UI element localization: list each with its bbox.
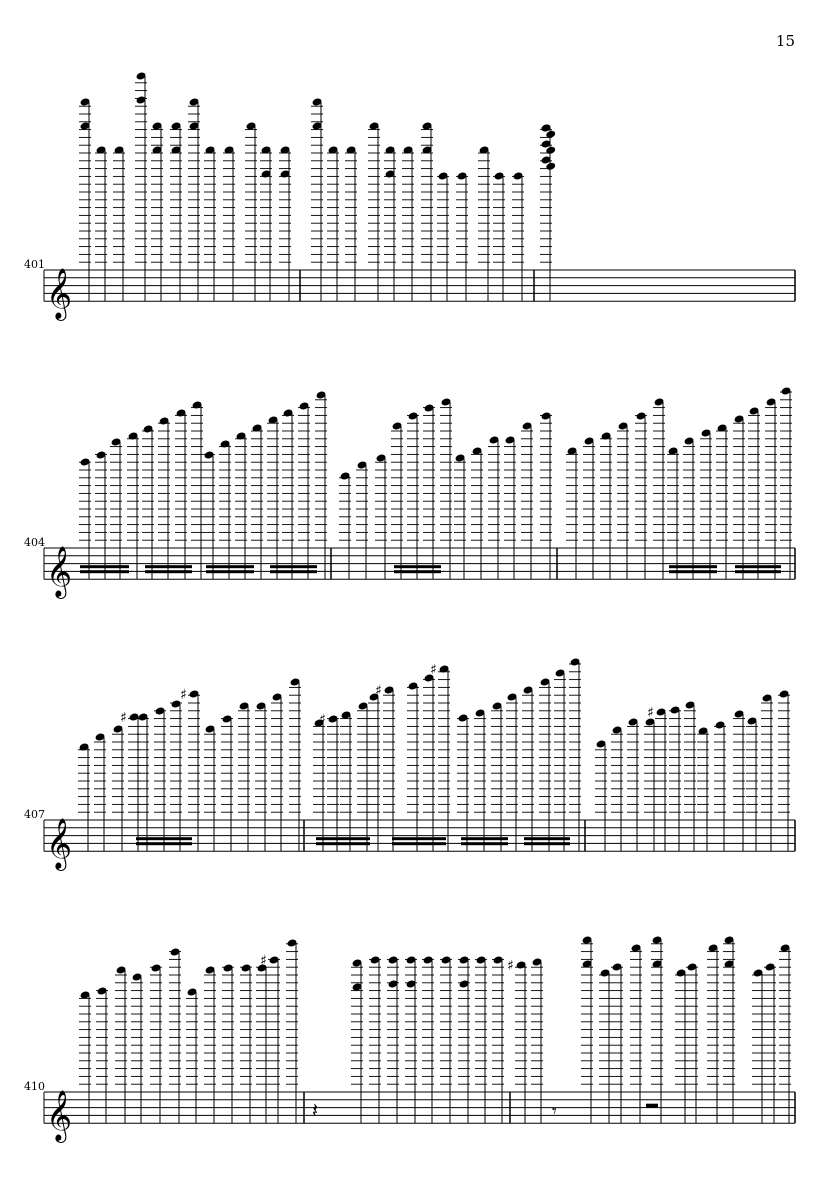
note — [421, 121, 433, 301]
note — [127, 431, 139, 579]
note — [748, 406, 760, 579]
note — [79, 97, 91, 301]
note — [531, 957, 543, 1123]
sharp-icon: ♯ — [180, 687, 187, 703]
note — [471, 446, 483, 579]
note — [600, 431, 612, 579]
note — [238, 701, 250, 851]
beam — [524, 842, 570, 845]
note — [627, 717, 639, 851]
note — [700, 428, 712, 579]
note — [340, 710, 352, 851]
note — [356, 460, 368, 579]
note — [286, 938, 298, 1123]
beam — [461, 842, 508, 845]
note — [186, 987, 198, 1123]
note — [260, 953, 280, 1123]
beam — [392, 837, 446, 840]
note — [191, 400, 203, 579]
note — [440, 955, 452, 1123]
note — [512, 171, 524, 301]
note — [540, 123, 556, 301]
note — [313, 718, 325, 851]
beam — [735, 570, 781, 573]
note — [137, 712, 149, 851]
note — [204, 724, 216, 851]
score-systems — [24, 71, 795, 1143]
sharp-icon: ♯ — [260, 953, 267, 969]
note — [188, 97, 200, 301]
note — [746, 716, 758, 851]
note — [267, 415, 279, 579]
note — [423, 673, 435, 851]
note — [540, 411, 552, 579]
note — [203, 450, 215, 579]
beam — [392, 842, 446, 845]
note — [240, 963, 252, 1123]
staff-system — [24, 935, 795, 1143]
note — [79, 457, 91, 579]
note — [170, 121, 182, 301]
note — [219, 439, 231, 579]
measure-number: 401 — [24, 258, 45, 271]
beam — [461, 837, 508, 840]
note — [779, 943, 791, 1123]
note — [151, 121, 163, 301]
beam — [394, 570, 441, 573]
beam — [145, 570, 192, 573]
treble-clef-icon: 𝄞 — [46, 818, 73, 870]
note — [221, 714, 233, 851]
note — [686, 962, 698, 1123]
note — [150, 963, 162, 1123]
note — [170, 699, 182, 851]
note — [282, 408, 294, 579]
note — [357, 701, 369, 851]
note — [595, 739, 607, 851]
beam — [80, 565, 129, 568]
note — [474, 708, 486, 851]
beam — [145, 565, 192, 568]
staff-system — [24, 386, 795, 599]
note — [697, 726, 709, 851]
note — [684, 700, 696, 851]
note — [653, 397, 665, 579]
note — [79, 990, 91, 1123]
treble-clef-icon: 𝄞 — [46, 268, 73, 320]
note — [581, 935, 593, 1123]
note — [255, 701, 267, 851]
note — [169, 947, 181, 1123]
beam — [316, 837, 370, 840]
note — [175, 408, 187, 579]
treble-clef-icon: 𝄞 — [46, 1090, 73, 1142]
beam — [394, 565, 441, 568]
note — [158, 416, 170, 579]
note — [475, 955, 487, 1123]
note — [131, 972, 143, 1123]
beam — [735, 565, 781, 568]
beam — [136, 837, 192, 840]
note — [351, 958, 363, 1123]
note — [96, 986, 108, 1123]
staff-system — [24, 71, 795, 321]
note — [566, 446, 578, 579]
note — [154, 706, 166, 851]
note — [683, 436, 695, 579]
note — [311, 97, 323, 301]
note — [423, 403, 435, 579]
sharp-icon: ♯ — [319, 712, 326, 728]
note — [245, 121, 257, 301]
note — [135, 71, 147, 301]
note — [375, 453, 387, 579]
beam — [270, 570, 317, 573]
beam — [80, 570, 129, 573]
whole-rest-icon — [646, 1104, 658, 1108]
note — [611, 962, 623, 1123]
note — [298, 401, 310, 579]
note — [765, 397, 777, 579]
note — [407, 681, 419, 851]
sharp-icon: ♯ — [120, 710, 127, 726]
note — [488, 435, 500, 579]
treble-clef-icon: 𝄞 — [46, 546, 73, 598]
note — [387, 955, 399, 1123]
note — [95, 450, 107, 579]
note — [611, 725, 623, 851]
note — [733, 709, 745, 851]
note — [714, 720, 726, 851]
note — [647, 705, 667, 851]
note — [407, 411, 419, 579]
note — [669, 705, 681, 851]
note — [235, 431, 247, 579]
note — [222, 963, 234, 1123]
note — [454, 453, 466, 579]
note — [369, 955, 381, 1123]
note — [78, 742, 90, 851]
note — [112, 724, 124, 851]
note — [422, 955, 434, 1123]
beam — [669, 570, 717, 573]
note — [651, 935, 663, 1123]
sharp-icon: ♯ — [375, 683, 382, 699]
note — [780, 386, 792, 579]
note — [644, 717, 656, 851]
beam — [206, 565, 254, 568]
note — [319, 712, 339, 851]
note — [339, 471, 351, 579]
quarter-rest-icon: 𝄽 — [312, 1098, 319, 1123]
note — [504, 435, 516, 579]
note — [667, 446, 679, 579]
note — [289, 677, 301, 851]
staff-system — [24, 657, 795, 871]
note — [522, 685, 534, 851]
measure-number: 410 — [24, 1080, 45, 1093]
note — [493, 171, 505, 301]
sharp-icon: ♯ — [430, 662, 437, 678]
note — [733, 414, 745, 579]
sharp-icon: ♯ — [647, 705, 654, 721]
note — [315, 390, 327, 579]
beam — [524, 837, 570, 840]
beam — [669, 565, 717, 568]
note — [778, 689, 790, 851]
sharp-icon: ♯ — [507, 958, 514, 974]
note — [458, 955, 470, 1123]
note — [764, 962, 776, 1123]
note — [630, 943, 642, 1123]
note — [440, 397, 452, 579]
note — [539, 677, 551, 851]
note — [437, 171, 449, 301]
note — [405, 955, 417, 1123]
measure-number: 404 — [24, 536, 45, 549]
note — [569, 657, 581, 851]
note — [94, 732, 106, 851]
page-number: 15 — [775, 32, 795, 50]
note — [707, 943, 719, 1123]
beam — [206, 570, 254, 573]
note — [368, 121, 380, 301]
note — [554, 668, 566, 851]
note — [180, 687, 200, 851]
note — [456, 171, 468, 301]
note — [492, 955, 504, 1123]
measure-number: 407 — [24, 808, 45, 821]
beam — [136, 842, 192, 845]
beam — [316, 842, 370, 845]
note — [491, 701, 503, 851]
beam — [270, 565, 317, 568]
eighth-rest-icon: 𝄾 — [552, 1101, 557, 1123]
note — [256, 963, 268, 1123]
note — [583, 436, 595, 579]
note — [635, 411, 647, 579]
note — [723, 935, 735, 1123]
note — [457, 713, 469, 851]
note — [110, 437, 122, 579]
